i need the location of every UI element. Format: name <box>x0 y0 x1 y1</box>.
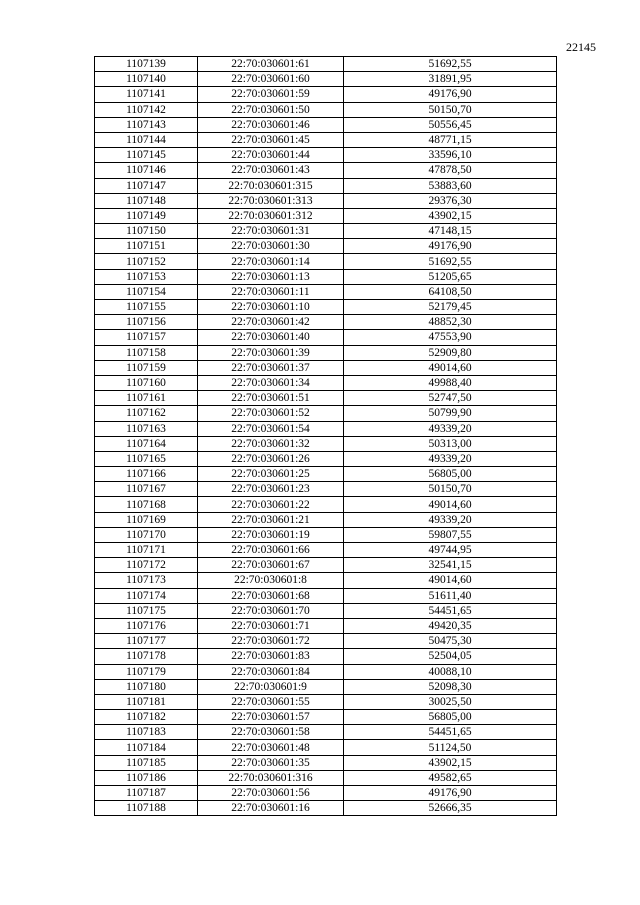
cadastral-number-cell: 22:70:030601:52 <box>198 406 344 421</box>
cadastral-value-cell: 50799,90 <box>344 406 557 421</box>
record-number-cell: 1107142 <box>95 102 198 117</box>
record-number-cell: 1107157 <box>95 330 198 345</box>
record-number-cell: 1107173 <box>95 573 198 588</box>
table-row <box>95 269 557 284</box>
cadastral-value-cell: 49176,90 <box>344 87 557 102</box>
table-row <box>95 224 557 239</box>
record-number-cell: 1107163 <box>95 421 198 436</box>
record-number-cell: 1107148 <box>95 193 198 208</box>
table-row <box>95 375 557 390</box>
table-row <box>95 801 557 816</box>
record-number-cell: 1107187 <box>95 786 198 801</box>
record-number-cell: 1107162 <box>95 406 198 421</box>
record-number-cell: 1107177 <box>95 634 198 649</box>
cadastral-value-table <box>94 56 557 816</box>
table-row <box>95 482 557 497</box>
table-row <box>95 710 557 725</box>
cadastral-number-cell: 22:70:030601:40 <box>198 330 344 345</box>
cadastral-value-cell: 53883,60 <box>344 178 557 193</box>
cadastral-number-cell: 22:70:030601:34 <box>198 375 344 390</box>
cadastral-value-cell: 51692,55 <box>344 254 557 269</box>
cadastral-number-cell: 22:70:030601:26 <box>198 451 344 466</box>
cadastral-number-cell: 22:70:030601:68 <box>198 588 344 603</box>
table-row <box>95 87 557 102</box>
table-row <box>95 588 557 603</box>
cadastral-number-cell: 22:70:030601:70 <box>198 603 344 618</box>
cadastral-value-cell: 56805,00 <box>344 710 557 725</box>
record-number-cell: 1107144 <box>95 132 198 147</box>
record-number-cell: 1107145 <box>95 148 198 163</box>
cadastral-value-cell: 49014,60 <box>344 573 557 588</box>
cadastral-number-cell: 22:70:030601:57 <box>198 710 344 725</box>
record-number-cell: 1107151 <box>95 239 198 254</box>
table-row <box>95 117 557 132</box>
cadastral-value-cell: 52504,05 <box>344 649 557 664</box>
record-number-cell: 1107180 <box>95 679 198 694</box>
page-number: 22145 <box>566 40 596 54</box>
cadastral-number-cell: 22:70:030601:54 <box>198 421 344 436</box>
cadastral-number-cell: 22:70:030601:55 <box>198 694 344 709</box>
cadastral-value-cell: 43902,15 <box>344 208 557 223</box>
record-number-cell: 1107150 <box>95 224 198 239</box>
cadastral-value-cell: 48771,15 <box>344 132 557 147</box>
table-body <box>95 57 557 816</box>
record-number-cell: 1107172 <box>95 558 198 573</box>
table-row <box>95 360 557 375</box>
cadastral-number-cell: 22:70:030601:83 <box>198 649 344 664</box>
cadastral-number-cell: 22:70:030601:72 <box>198 634 344 649</box>
cadastral-value-cell: 51124,50 <box>344 740 557 755</box>
cadastral-number-cell: 22:70:030601:66 <box>198 543 344 558</box>
cadastral-value-cell: 52098,30 <box>344 679 557 694</box>
table-row <box>95 573 557 588</box>
cadastral-value-cell: 49988,40 <box>344 375 557 390</box>
cadastral-value-cell: 54451,65 <box>344 603 557 618</box>
record-number-cell: 1107160 <box>95 375 198 390</box>
record-number-cell: 1107188 <box>95 801 198 816</box>
cadastral-value-cell: 49420,35 <box>344 618 557 633</box>
cadastral-value-cell: 30025,50 <box>344 694 557 709</box>
table-row <box>95 148 557 163</box>
cadastral-value-cell: 50313,00 <box>344 436 557 451</box>
record-number-cell: 1107155 <box>95 300 198 315</box>
record-number-cell: 1107164 <box>95 436 198 451</box>
record-number-cell: 1107149 <box>95 208 198 223</box>
cadastral-value-cell: 49176,90 <box>344 239 557 254</box>
table-row <box>95 679 557 694</box>
cadastral-number-cell: 22:70:030601:60 <box>198 72 344 87</box>
cadastral-value-cell: 32541,15 <box>344 558 557 573</box>
cadastral-value-cell: 31891,95 <box>344 72 557 87</box>
record-number-cell: 1107182 <box>95 710 198 725</box>
cadastral-value-cell: 49339,20 <box>344 421 557 436</box>
cadastral-number-cell: 22:70:030601:43 <box>198 163 344 178</box>
cadastral-value-cell: 59807,55 <box>344 527 557 542</box>
cadastral-number-cell: 22:70:030601:50 <box>198 102 344 117</box>
cadastral-value-cell: 51611,40 <box>344 588 557 603</box>
record-number-cell: 1107168 <box>95 497 198 512</box>
table-row <box>95 406 557 421</box>
cadastral-number-cell: 22:70:030601:30 <box>198 239 344 254</box>
table-row <box>95 421 557 436</box>
record-number-cell: 1107171 <box>95 543 198 558</box>
cadastral-number-cell: 22:70:030601:10 <box>198 300 344 315</box>
record-number-cell: 1107152 <box>95 254 198 269</box>
record-number-cell: 1107178 <box>95 649 198 664</box>
table-row <box>95 543 557 558</box>
table-row <box>95 391 557 406</box>
cadastral-number-cell: 22:70:030601:45 <box>198 132 344 147</box>
cadastral-number-cell: 22:70:030601:44 <box>198 148 344 163</box>
cadastral-number-cell: 22:70:030601:37 <box>198 360 344 375</box>
table-row <box>95 163 557 178</box>
cadastral-number-cell: 22:70:030601:46 <box>198 117 344 132</box>
cadastral-value-cell: 49014,60 <box>344 360 557 375</box>
cadastral-number-cell: 22:70:030601:9 <box>198 679 344 694</box>
record-number-cell: 1107156 <box>95 315 198 330</box>
cadastral-value-cell: 56805,00 <box>344 467 557 482</box>
table-row <box>95 72 557 87</box>
cadastral-number-cell: 22:70:030601:56 <box>198 786 344 801</box>
cadastral-value-cell: 52909,80 <box>344 345 557 360</box>
cadastral-value-cell: 51692,55 <box>344 57 557 72</box>
cadastral-value-cell: 47148,15 <box>344 224 557 239</box>
cadastral-value-cell: 48852,30 <box>344 315 557 330</box>
cadastral-number-cell: 22:70:030601:59 <box>198 87 344 102</box>
cadastral-number-cell: 22:70:030601:42 <box>198 315 344 330</box>
table-row <box>95 725 557 740</box>
cadastral-value-cell: 50475,30 <box>344 634 557 649</box>
table-row <box>95 603 557 618</box>
cadastral-value-cell: 49582,65 <box>344 770 557 785</box>
cadastral-value-cell: 64108,50 <box>344 284 557 299</box>
record-number-cell: 1107183 <box>95 725 198 740</box>
cadastral-value-cell: 50150,70 <box>344 482 557 497</box>
cadastral-number-cell: 22:70:030601:67 <box>198 558 344 573</box>
table-row <box>95 467 557 482</box>
cadastral-value-cell: 50556,45 <box>344 117 557 132</box>
cadastral-number-cell: 22:70:030601:39 <box>198 345 344 360</box>
cadastral-value-cell: 33596,10 <box>344 148 557 163</box>
table-row <box>95 330 557 345</box>
record-number-cell: 1107169 <box>95 512 198 527</box>
cadastral-value-cell: 52179,45 <box>344 300 557 315</box>
record-number-cell: 1107181 <box>95 694 198 709</box>
record-number-cell: 1107147 <box>95 178 198 193</box>
record-number-cell: 1107159 <box>95 360 198 375</box>
cadastral-value-cell: 49014,60 <box>344 497 557 512</box>
cadastral-value-cell: 49339,20 <box>344 512 557 527</box>
cadastral-number-cell: 22:70:030601:32 <box>198 436 344 451</box>
cadastral-number-cell: 22:70:030601:23 <box>198 482 344 497</box>
table-row <box>95 527 557 542</box>
table-row <box>95 649 557 664</box>
record-number-cell: 1107176 <box>95 618 198 633</box>
cadastral-number-cell: 22:70:030601:84 <box>198 664 344 679</box>
record-number-cell: 1107141 <box>95 87 198 102</box>
record-number-cell: 1107158 <box>95 345 198 360</box>
table-row <box>95 497 557 512</box>
cadastral-number-cell: 22:70:030601:22 <box>198 497 344 512</box>
table-row <box>95 102 557 117</box>
table-row <box>95 254 557 269</box>
table-row <box>95 664 557 679</box>
record-number-cell: 1107153 <box>95 269 198 284</box>
cadastral-number-cell: 22:70:030601:25 <box>198 467 344 482</box>
record-number-cell: 1107161 <box>95 391 198 406</box>
cadastral-value-cell: 49744,95 <box>344 543 557 558</box>
cadastral-value-cell: 49339,20 <box>344 451 557 466</box>
cadastral-number-cell: 22:70:030601:13 <box>198 269 344 284</box>
table-row <box>95 284 557 299</box>
cadastral-number-cell: 22:70:030601:16 <box>198 801 344 816</box>
record-number-cell: 1107179 <box>95 664 198 679</box>
cadastral-number-cell: 22:70:030601:19 <box>198 527 344 542</box>
table-row <box>95 57 557 72</box>
cadastral-number-cell: 22:70:030601:315 <box>198 178 344 193</box>
cadastral-number-cell: 22:70:030601:312 <box>198 208 344 223</box>
cadastral-number-cell: 22:70:030601:71 <box>198 618 344 633</box>
cadastral-number-cell: 22:70:030601:8 <box>198 573 344 588</box>
record-number-cell: 1107174 <box>95 588 198 603</box>
cadastral-value-cell: 47878,50 <box>344 163 557 178</box>
cadastral-number-cell: 22:70:030601:48 <box>198 740 344 755</box>
table-row <box>95 436 557 451</box>
record-number-cell: 1107154 <box>95 284 198 299</box>
cadastral-number-cell: 22:70:030601:31 <box>198 224 344 239</box>
cadastral-value-cell: 52666,35 <box>344 801 557 816</box>
cadastral-number-cell: 22:70:030601:51 <box>198 391 344 406</box>
table-row <box>95 786 557 801</box>
record-number-cell: 1107167 <box>95 482 198 497</box>
record-number-cell: 1107185 <box>95 755 198 770</box>
cadastral-value-cell: 54451,65 <box>344 725 557 740</box>
table-row <box>95 300 557 315</box>
table-row <box>95 178 557 193</box>
table-row <box>95 512 557 527</box>
record-number-cell: 1107165 <box>95 451 198 466</box>
cadastral-value-cell: 49176,90 <box>344 786 557 801</box>
table-row <box>95 208 557 223</box>
record-number-cell: 1107166 <box>95 467 198 482</box>
cadastral-number-cell: 22:70:030601:11 <box>198 284 344 299</box>
cadastral-value-cell: 52747,50 <box>344 391 557 406</box>
cadastral-number-cell: 22:70:030601:316 <box>198 770 344 785</box>
cadastral-value-cell: 29376,30 <box>344 193 557 208</box>
table-row <box>95 451 557 466</box>
record-number-cell: 1107140 <box>95 72 198 87</box>
cadastral-value-cell: 40088,10 <box>344 664 557 679</box>
table-row <box>95 193 557 208</box>
cadastral-value-cell: 43902,15 <box>344 755 557 770</box>
record-number-cell: 1107139 <box>95 57 198 72</box>
cadastral-value-cell: 50150,70 <box>344 102 557 117</box>
cadastral-number-cell: 22:70:030601:61 <box>198 57 344 72</box>
cadastral-number-cell: 22:70:030601:58 <box>198 725 344 740</box>
table-row <box>95 345 557 360</box>
table-row <box>95 740 557 755</box>
table-row <box>95 315 557 330</box>
table-row <box>95 755 557 770</box>
record-number-cell: 1107184 <box>95 740 198 755</box>
table-row <box>95 558 557 573</box>
table-row <box>95 132 557 147</box>
table-row <box>95 239 557 254</box>
cadastral-number-cell: 22:70:030601:21 <box>198 512 344 527</box>
record-number-cell: 1107146 <box>95 163 198 178</box>
cadastral-value-cell: 47553,90 <box>344 330 557 345</box>
cadastral-number-cell: 22:70:030601:14 <box>198 254 344 269</box>
record-number-cell: 1107170 <box>95 527 198 542</box>
record-number-cell: 1107175 <box>95 603 198 618</box>
table-row <box>95 634 557 649</box>
table-row <box>95 694 557 709</box>
table-row <box>95 618 557 633</box>
cadastral-number-cell: 22:70:030601:35 <box>198 755 344 770</box>
cadastral-number-cell: 22:70:030601:313 <box>198 193 344 208</box>
cadastral-value-cell: 51205,65 <box>344 269 557 284</box>
record-number-cell: 1107186 <box>95 770 198 785</box>
record-number-cell: 1107143 <box>95 117 198 132</box>
table-row <box>95 770 557 785</box>
